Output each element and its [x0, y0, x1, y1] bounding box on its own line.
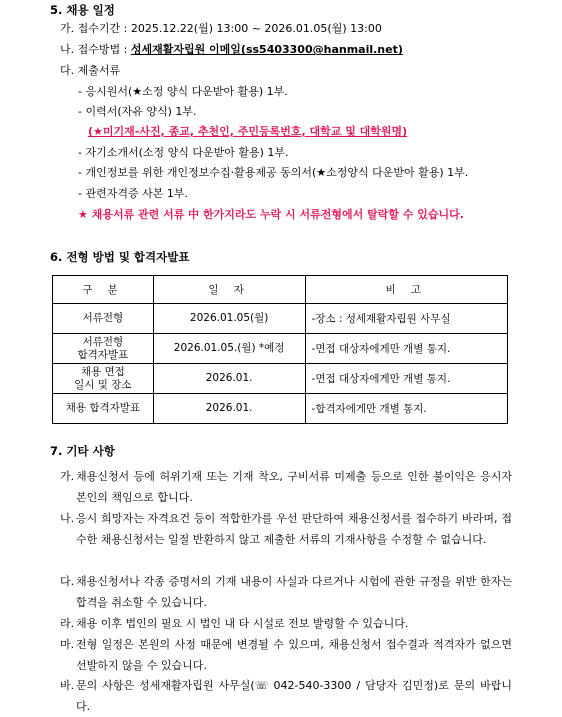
note-label: 라. — [60, 617, 75, 630]
note-text: 문의 사항은 성세재활자립원 사무실(☏ 042-540-3300 / 담당자 김민정)로 문의 바랍니다. — [76, 679, 512, 713]
table-row — [53, 364, 508, 394]
star-icon: ★ — [316, 166, 327, 179]
doc-item-4-text: - 개인정보를 위한 개인정보수집·활용제공 동의서( — [78, 166, 317, 179]
note-label: 다. — [60, 575, 75, 588]
row-category-line2: 합격자발표 — [77, 348, 129, 361]
star-icon: ★ — [132, 85, 143, 98]
row-category — [53, 364, 154, 394]
doc-item-2: - 이력서(자유 양식) 1부. — [78, 105, 197, 118]
note-item — [60, 466, 512, 508]
note-item — [60, 675, 512, 717]
table-header-row — [53, 276, 508, 304]
doc-item-4-text-2: 소정양식 다운받아 활용) 1부. — [326, 166, 469, 179]
note-item — [60, 508, 512, 550]
row-date: 2026.01. — [153, 364, 305, 394]
row-date: 2026.01. — [153, 394, 305, 424]
row-note: -면접 대상자에게만 개별 통지. — [305, 334, 507, 364]
method-label: 나. 접수방법 : — [60, 43, 131, 56]
doc-item-1 — [78, 84, 288, 100]
note-text: 채용신청서 등에 허위기재 또는 기재 착오, 구비서류 미제출 등으로 인한 불이익은 응시자 본인의 책임으로 합니다. — [76, 470, 512, 504]
row-category-line1: 서류전형 — [82, 335, 124, 348]
warning-text: ★ 채용서류 관련 서류 中 한가지라도 누락 시 서류전형에서 탈락할 수 있습니다. — [78, 208, 464, 221]
schedule-table — [52, 275, 508, 424]
application-period — [60, 21, 382, 37]
note-text: 채용신청서나 각종 증명서의 기재 내용이 사실과 다르거나 시험에 관한 규정을 위반 한자는 합격을 취소할 수 있습니다. — [76, 575, 512, 609]
row-note: -장소 : 성세재활자립원 사무실 — [305, 304, 507, 334]
row-date: 2026.01.05(월) — [153, 304, 305, 334]
section-6-title: 6. 전형 방법 및 합격자발표 — [50, 250, 190, 264]
row-date: 2026.01.05.(월) *예정 — [153, 334, 305, 364]
note-item — [60, 613, 512, 634]
note-text: 전형 일정은 본원의 사정 때문에 변경될 수 있으며, 채용신청서 접수결과 적격자가 없으면 선발하지 않을 수 있습니다. — [76, 638, 512, 672]
doc-item-4 — [78, 165, 468, 181]
doc-item-3: - 자기소개서(소정 양식 다운받아 활용) 1부. — [78, 146, 289, 159]
note-label: 마. — [60, 638, 75, 651]
row-category — [53, 334, 154, 364]
note-item — [60, 571, 512, 613]
note-label: 바. — [60, 679, 75, 692]
row-category: 서류전형 — [53, 304, 154, 334]
period-label: 가. 접수기간 : — [60, 22, 131, 35]
doc-item-1-text-2: 소정 양식 다운받아 활용) 1부. — [142, 85, 288, 98]
row-category: 채용 합격자발표 — [53, 394, 154, 424]
note-label: 가. — [60, 470, 75, 483]
note-text: 응시 희망자는 자격요건 등이 적합한가를 우선 판단하여 채용신청서를 접수하기 바라며, 접수한 채용신청서는 일절 반환하지 않고 제출한 서류의 기재사항을 수정할 수 없습니다. — [76, 512, 512, 546]
note-item — [60, 634, 512, 676]
section-5-title: 5. 채용 일정 — [50, 3, 115, 17]
note-text: 채용 이후 법인의 필요 시 법인 내 타 시설로 전보 발령할 수 있습니다. — [76, 617, 409, 630]
header-note: 비 고 — [305, 276, 507, 304]
table-row — [53, 304, 508, 334]
email-link[interactable]: 성세재활자립원 이메일(ss5403300@hanmail.net) — [130, 43, 403, 56]
row-note: -면접 대상자에게만 개별 통지. — [305, 364, 507, 394]
header-category: 구 분 — [53, 276, 154, 304]
doc-item-5: - 관련자격증 사본 1부. — [78, 187, 188, 200]
doc-item-1-text: - 응시원서( — [78, 85, 133, 98]
period-value: 2025.12.22(월) 13:00 ~ 2026.01.05(월) 13:00 — [130, 22, 382, 35]
row-category-line1: 채용 면접 — [80, 365, 125, 378]
note-label: 나. — [60, 512, 75, 525]
header-date: 일 자 — [153, 276, 305, 304]
docs-label: 다. 제출서류 — [60, 64, 121, 77]
table-row — [53, 334, 508, 364]
row-category-line2: 일시 및 장소 — [74, 378, 132, 391]
application-method — [60, 42, 403, 58]
section-7-title: 7. 기타 사항 — [50, 444, 115, 458]
doc-item-2-note: (★미기재-사진, 종교, 추천인, 주민등록번호, 대학교 및 대학원명) — [88, 125, 408, 138]
table-row — [53, 394, 508, 424]
row-note: -합격자에게만 개별 통지. — [305, 394, 507, 424]
